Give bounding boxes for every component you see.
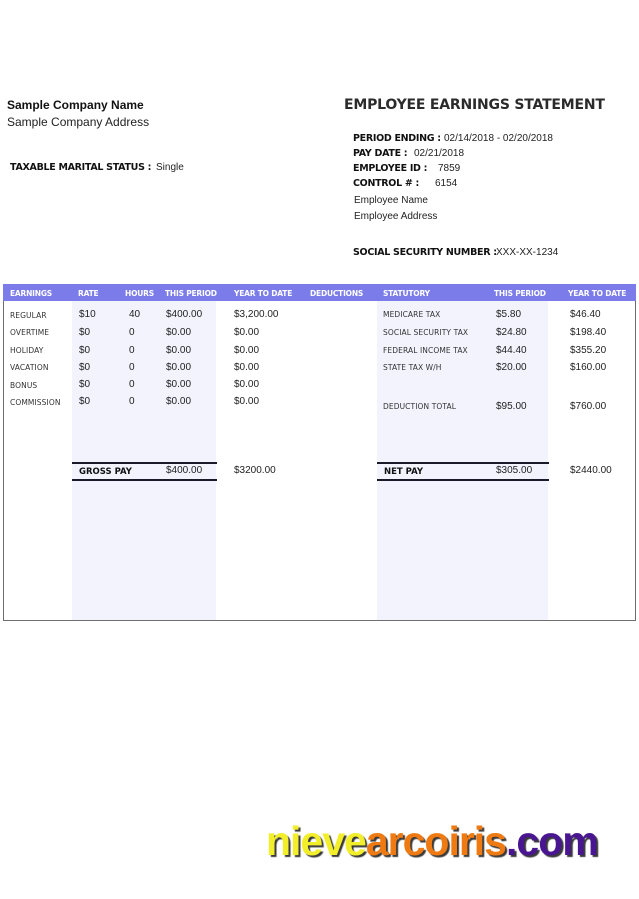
- earning-ytd: $3,200.00: [234, 309, 279, 320]
- statutory-this-period: $20.00: [496, 362, 527, 373]
- earning-ytd: $0.00: [234, 345, 260, 356]
- earning-rate: $10: [79, 309, 96, 320]
- earning-ytd: $0.00: [234, 327, 260, 338]
- earnings-shaded-column: [72, 301, 216, 620]
- watermark-part-1: nieve: [266, 818, 366, 864]
- earning-hours: 0: [129, 379, 135, 390]
- earning-label: COMMISSION: [10, 398, 61, 407]
- gross-pay-label: GROSS PAY: [79, 467, 132, 477]
- statutory-ytd: $160.00: [570, 362, 607, 373]
- statutory-ytd: $46.40: [570, 309, 601, 320]
- earning-label: REGULAR: [10, 311, 47, 320]
- employee-id-label: EMPLOYEE ID :: [353, 163, 428, 174]
- header-earnings: EARNINGS: [10, 289, 53, 298]
- gross-pay-ytd: $3200.00: [234, 465, 276, 476]
- header-ded-year-to-date: YEAR TO DATE: [568, 289, 627, 298]
- gross-pay-top-rule: [72, 462, 217, 464]
- statutory-label: MEDICARE TAX: [383, 310, 441, 319]
- earning-rate: $0: [79, 362, 91, 373]
- statutory-label: STATE TAX W/H: [383, 363, 442, 372]
- net-pay-this-period: $305.00: [496, 465, 533, 476]
- control-number-label: CONTROL # :: [353, 178, 419, 189]
- ssn-value: XXX-XX-1234: [496, 247, 559, 258]
- statutory-this-period: $5.80: [496, 309, 522, 320]
- employee-address: Employee Address: [354, 211, 438, 222]
- earning-this-period: $0.00: [166, 379, 192, 390]
- statutory-ytd: $355.20: [570, 345, 607, 356]
- earning-label: HOLIDAY: [10, 346, 44, 355]
- header-this-period: THIS PERIOD: [165, 289, 217, 298]
- period-ending-value: 02/14/2018 - 02/20/2018: [444, 133, 553, 144]
- net-pay-top-rule: [377, 462, 549, 464]
- earning-this-period: $0.00: [166, 396, 192, 407]
- header-statutory: STATUTORY: [383, 289, 430, 298]
- header-year-to-date: YEAR TO DATE: [234, 289, 293, 298]
- watermark-part-2: arcoiris: [365, 818, 506, 864]
- marital-status-value: Single: [156, 162, 184, 173]
- deduction-total-ytd: $760.00: [570, 401, 607, 412]
- net-pay-ytd: $2440.00: [570, 465, 612, 476]
- statutory-this-period: $44.40: [496, 345, 527, 356]
- deduction-total-this-period: $95.00: [496, 401, 527, 412]
- company-address: Sample Company Address: [7, 115, 150, 129]
- statutory-this-period: $24.80: [496, 327, 527, 338]
- earning-hours: 40: [129, 309, 141, 320]
- earning-label: VACATION: [10, 363, 49, 372]
- earning-rate: $0: [79, 327, 91, 338]
- ssn-label: SOCIAL SECURITY NUMBER :: [353, 247, 497, 258]
- document-title: EMPLOYEE EARNINGS STATEMENT: [344, 97, 605, 113]
- watermark-part-3: .com: [506, 818, 598, 864]
- company-name: Sample Company Name: [7, 98, 144, 112]
- pay-date-label: PAY DATE :: [353, 148, 408, 159]
- period-ending-label: PERIOD ENDING :: [353, 133, 441, 144]
- earning-this-period: $400.00: [166, 309, 203, 320]
- earning-this-period: $0.00: [166, 362, 192, 373]
- header-hours: HOURS: [125, 289, 154, 298]
- marital-status-label: TAXABLE MARITAL STATUS :: [10, 162, 152, 173]
- header-deductions: DEDUCTIONS: [310, 289, 364, 298]
- watermark-logo: [266, 818, 598, 865]
- net-pay-label: NET PAY: [384, 467, 424, 477]
- deduction-total-label: DEDUCTION TOTAL: [383, 402, 456, 411]
- gross-pay-this-period: $400.00: [166, 465, 203, 476]
- earning-rate: $0: [79, 379, 91, 390]
- net-pay-bottom-rule: [377, 479, 549, 481]
- earning-label: BONUS: [10, 381, 38, 390]
- earning-hours: 0: [129, 362, 135, 373]
- employee-id-value: 7859: [438, 163, 461, 174]
- employee-name: Employee Name: [354, 195, 428, 206]
- earning-hours: 0: [129, 345, 135, 356]
- statutory-label: FEDERAL INCOME TAX: [383, 346, 468, 355]
- earning-label: OVERTIME: [10, 328, 50, 337]
- earning-ytd: $0.00: [234, 362, 260, 373]
- header-rate: RATE: [78, 289, 99, 298]
- earning-hours: 0: [129, 396, 135, 407]
- earning-ytd: $0.00: [234, 396, 260, 407]
- earning-hours: 0: [129, 327, 135, 338]
- earning-rate: $0: [79, 345, 91, 356]
- pay-date-value: 02/21/2018: [414, 148, 465, 159]
- earning-ytd: $0.00: [234, 379, 260, 390]
- earning-this-period: $0.00: [166, 327, 192, 338]
- statutory-label: SOCIAL SECURITY TAX: [383, 328, 469, 337]
- header-ded-this-period: THIS PERIOD: [494, 289, 546, 298]
- gross-pay-bottom-rule: [72, 479, 217, 481]
- statutory-ytd: $198.40: [570, 327, 607, 338]
- earning-rate: $0: [79, 396, 91, 407]
- earning-this-period: $0.00: [166, 345, 192, 356]
- control-number-value: 6154: [435, 178, 458, 189]
